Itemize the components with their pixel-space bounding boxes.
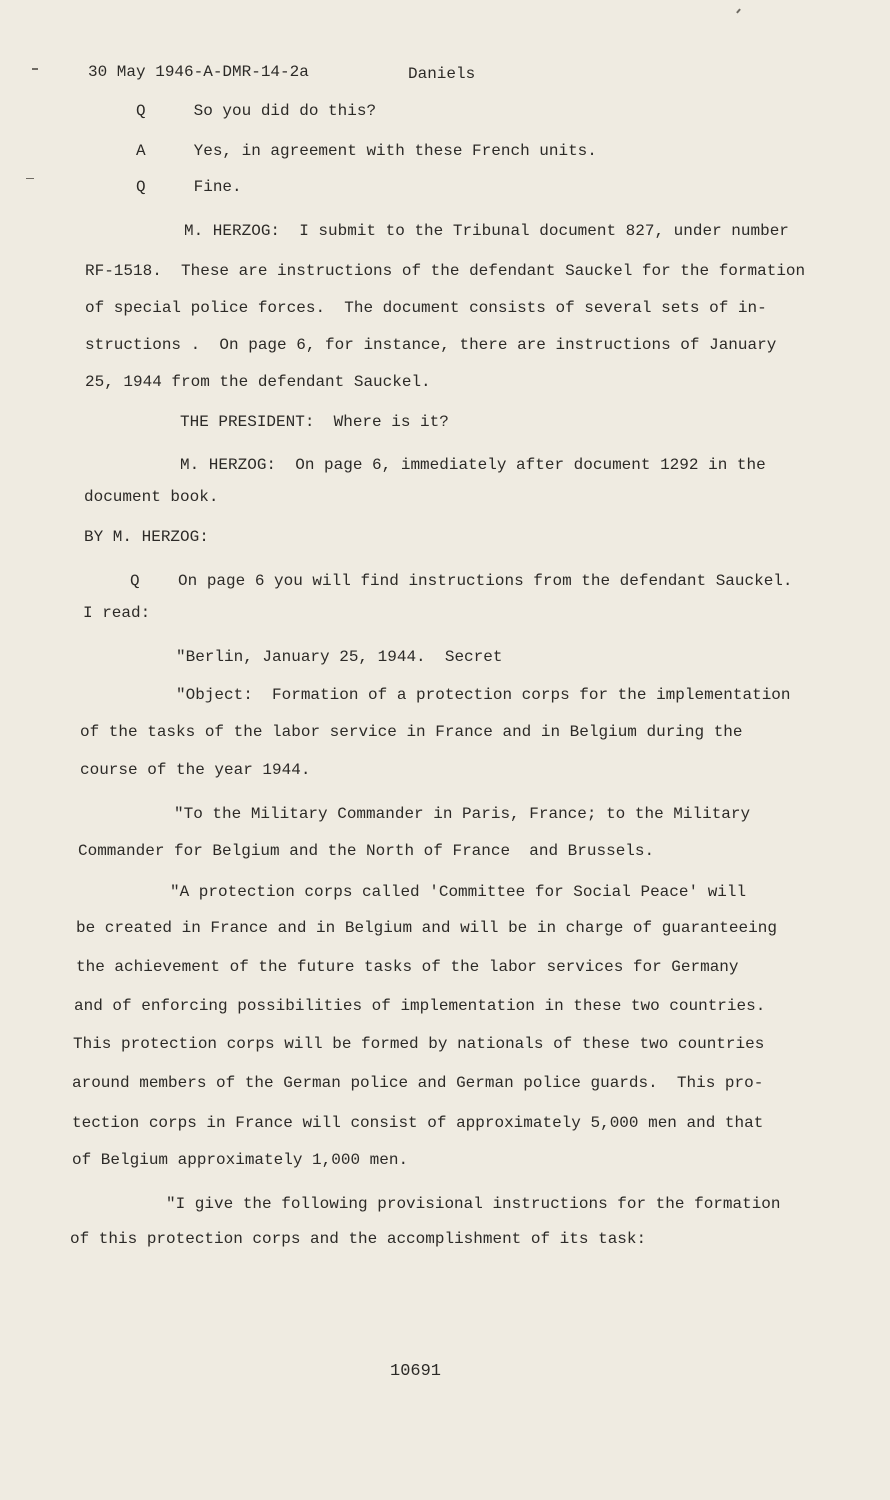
text-line: M. HERZOG: I submit to the Tribunal document 827, under number: [184, 222, 789, 240]
text-line: "Object: Formation of a protection corps for the implementation: [176, 686, 791, 704]
margin-mark: [736, 8, 741, 13]
header-reporter: Daniels: [408, 65, 476, 83]
text-line: course of the year 1944.: [80, 761, 311, 779]
text-line: "To the Military Commander in Paris, France; to the Military: [174, 805, 751, 823]
text-line: of special police forces. The document consists of several sets of in-: [85, 299, 767, 317]
text-line: of this protection corps and the accomplishment of its task:: [70, 1230, 647, 1248]
text-line: M. HERZOG: On page 6, immediately after document 1292 in the: [180, 456, 766, 474]
text-line: and of enforcing possibilities of implementation in these two countries.: [74, 997, 766, 1015]
text-line: Q So you did do this?: [136, 102, 377, 120]
text-line: 25, 1944 from the defendant Sauckel.: [85, 373, 431, 391]
text-line: of Belgium approximately 1,000 men.: [72, 1151, 409, 1169]
text-line: structions . On page 6, for instance, there are instructions of January: [85, 336, 777, 354]
text-line: I read:: [83, 604, 151, 622]
text-line: around members of the German police and German police guards. This pro-: [72, 1074, 764, 1092]
text-line: document book.: [84, 488, 219, 506]
margin-mark: [32, 68, 38, 70]
text-line: BY M. HERZOG:: [84, 528, 209, 546]
text-line: Q Fine.: [136, 178, 242, 196]
text-line: the achievement of the future tasks of the labor services for Germany: [76, 958, 739, 976]
page-number: 10691: [390, 1362, 442, 1381]
text-line: "A protection corps called 'Committee for Social Peace' will: [170, 883, 747, 901]
text-line: of the tasks of the labor service in France and in Belgium during the: [80, 723, 743, 741]
header-reference: 30 May 1946-A-DMR-14-2a: [88, 63, 309, 81]
text-line: This protection corps will be formed by nationals of these two countries: [73, 1035, 765, 1053]
text-line: Commander for Belgium and the North of France and Brussels.: [78, 842, 655, 860]
text-line: THE PRESIDENT: Where is it?: [180, 413, 449, 431]
text-line: "Berlin, January 25, 1944. Secret: [176, 648, 503, 666]
text-line: be created in France and in Belgium and will be in charge of guaranteeing: [76, 919, 777, 937]
text-line: RF-1518. These are instructions of the defendant Sauckel for the formation: [85, 262, 806, 280]
margin-mark: [26, 178, 34, 179]
text-line: A Yes, in agreement with these French units.: [136, 142, 597, 160]
text-line: "I give the following provisional instructions for the formation: [166, 1195, 781, 1213]
text-line: tection corps in France will consist of approximately 5,000 men and that: [72, 1114, 764, 1132]
text-line: Q On page 6 you will find instructions from the defendant Sauckel.: [130, 572, 793, 590]
